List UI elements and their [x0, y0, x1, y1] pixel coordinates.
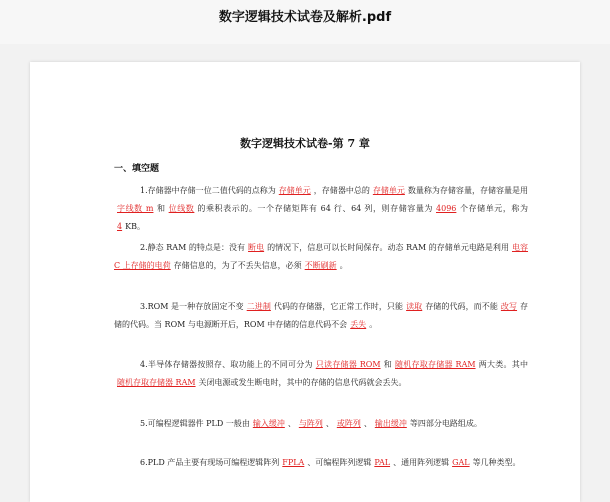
answer-blank: 位线数 — [168, 204, 195, 213]
question-2: 2.静态 RAM 的特点是：没有 断电 的情况下，信息可以长时间保存。动态 RAM 的存储单元电路是利用 电容 C 上存储的电荷 存储信息的，为了不丢失信息，必须 不断刷新 。 — [114, 243, 529, 270]
answer-blank: FPLA — [282, 458, 305, 467]
answer-blank: 4096 — [436, 204, 457, 213]
question-1: 1.存储器中存储一位二值代码的点称为 存储单元 ，存储器中总的 存储单元 数量称为存储容量，存储容量是用字线数 m 和 位线数 的乘积表示的。一个存储矩阵有 64 行、64 列，则存储容量为 4096 个存储单元，称为4 KB。 — [114, 182, 528, 236]
answer-blank: 与阵列 — [298, 419, 323, 428]
answer-blank: 输入缓冲 — [252, 419, 285, 428]
answer-blank: 输出缓冲 — [374, 419, 407, 428]
answer-blank: PAL — [374, 458, 391, 467]
answer-blank: 丢失 — [350, 320, 367, 329]
answer-blank: 随机存取存储器 RAM — [117, 378, 196, 387]
section-heading: 一、填空题 — [114, 164, 160, 174]
answer-blank: 随机存取存储器 RAM — [395, 360, 476, 369]
answer-blank: 改写 — [500, 302, 518, 311]
answer-blank: 断电 — [248, 243, 265, 252]
file-title: 数字逻辑技术试卷及解析.pdf — [218, 9, 392, 25]
question-4: 4.半导体存储器按照存、取功能上的不同可分为 只读存储器 ROM 和 随机存取存储器 RAM 两大类。其中随机存取存储器 RAM 关闭电源或发生断电时，其中的存储的信息代码就会丢失。 — [114, 356, 528, 392]
answer-blank: 二进制 — [246, 302, 271, 311]
answer-blank: 读取 — [406, 302, 423, 311]
answer-blank: 只读存储器 ROM — [315, 360, 381, 369]
question-6: 6.PLD 产品主要有现场可编程逻辑阵列 FPLA 、可编程阵列逻辑 PAL 、通用阵列逻辑 GAL 等几种类型。 — [140, 458, 521, 467]
pdf-page — [30, 62, 580, 502]
question-3: 3.ROM 是一种存放固定不变 二进制 代码的存储器，它正常工作时，只能 读取 存储的代码，而不能 改写 存储的代码。当 ROM 与电源断开后，ROM 中存储的信息代码不会 丢失 。 — [114, 302, 529, 329]
answer-blank: 字线数 m — [117, 204, 154, 213]
answer-blank: 存储单元 — [372, 186, 405, 195]
answer-blank: GAL — [452, 458, 470, 467]
answer-blank: 存储单元 — [278, 186, 311, 195]
answer-blank: 电容 C 上存储的电荷 — [114, 243, 529, 270]
page-title: 数字逻辑技术试卷-第 7 章 — [240, 137, 370, 150]
answer-blank: 或阵列 — [336, 419, 361, 428]
answer-blank: 4 — [117, 222, 123, 231]
answer-blank: 不断刷新 — [304, 261, 337, 270]
viewer-header — [0, 0, 610, 44]
question-5: 5.可编程逻辑器件 PLD 一般由 输入缓冲 、 与阵列 、 或阵列 、 输出缓冲 等四部分电路组成。 — [140, 419, 482, 428]
